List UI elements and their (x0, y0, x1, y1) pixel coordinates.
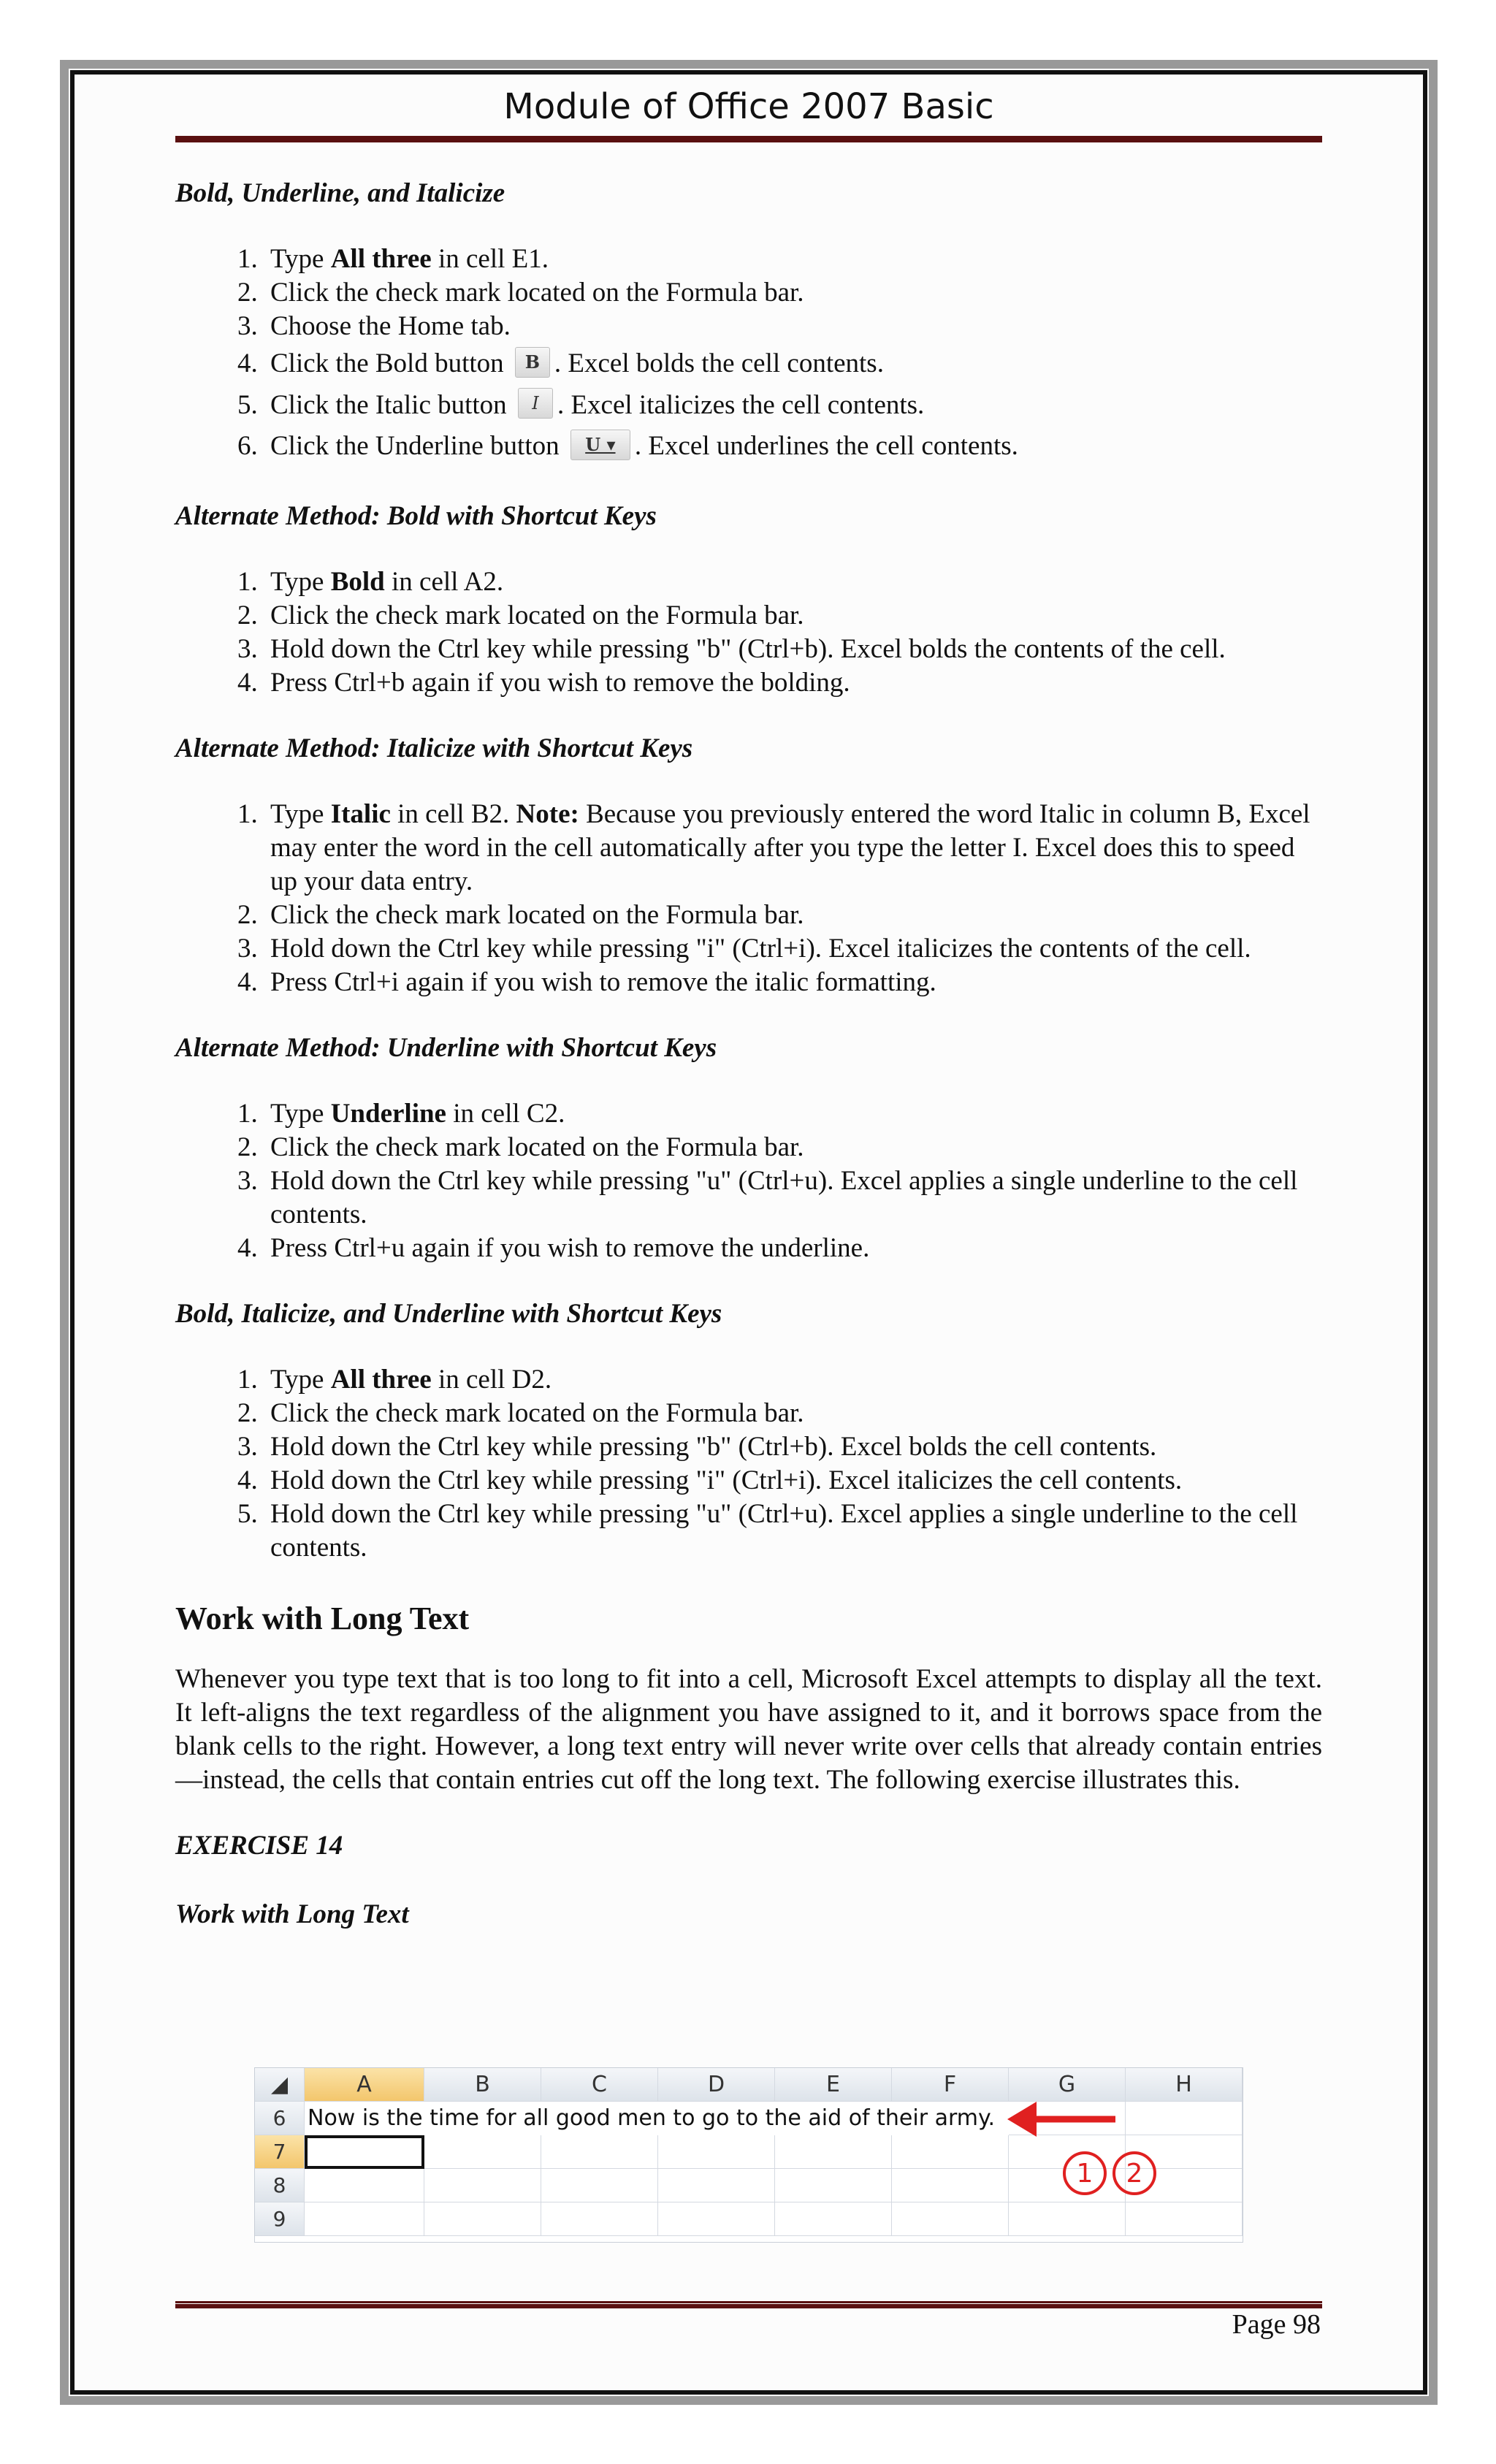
cell[interactable] (658, 2135, 775, 2169)
section-title: Alternate Method: Italicize with Shortcut Keys (175, 733, 693, 763)
page-number: Page 98 (1232, 2309, 1321, 2340)
cell[interactable] (424, 2135, 541, 2169)
step-markers (1061, 2150, 1164, 2197)
footer-rule (175, 2301, 1322, 2308)
cell[interactable] (541, 2202, 658, 2236)
bold-button-icon: B (515, 347, 550, 378)
list-item: 2. Click the check mark located on the Formula bar. (264, 276, 1322, 310)
steps-list (175, 243, 1322, 468)
list-item: 2. Click the check mark located on the Formula bar. (264, 599, 1322, 633)
steps-list (175, 798, 1322, 999)
document-content (175, 168, 1322, 1967)
cell[interactable] (775, 2135, 892, 2169)
underline-button-icon: U ▾ (570, 430, 630, 460)
section-title: Bold, Underline, and Italicize (175, 178, 505, 208)
cell[interactable] (775, 2202, 892, 2236)
cell[interactable] (775, 2169, 892, 2202)
steps-list (175, 1363, 1322, 1565)
list-item: 2. Click the check mark located on the Formula bar. (264, 1397, 1322, 1430)
paragraph: Whenever you type text that is too long to fit into a cell, Microsoft Excel attempts to display all the text. It left-aligns the text regardless of the alignment you have assigned to it, and it borrows space from the blank cells to the right. However, a long text entry will never write over cells that already contain entries—instead, the cells that contain entries cut off the long text. The following exercise illustrates this. (175, 1663, 1322, 1795)
row-header[interactable]: 9 (255, 2202, 305, 2236)
list-item: 4. Press Ctrl+u again if you wish to remove the underline. (264, 1232, 1322, 1265)
cell[interactable] (424, 2202, 541, 2236)
list-item: 5. Hold down the Ctrl key while pressing "u" (Ctrl+u). Excel applies a single underline to the cell contents. (264, 1498, 1322, 1565)
row-header[interactable]: 6 (255, 2102, 305, 2135)
row-header[interactable]: 7 (255, 2135, 305, 2169)
section-heading: Work with Long Text (175, 1600, 470, 1636)
cell[interactable] (424, 2169, 541, 2202)
list-item: 4. Press Ctrl+i again if you wish to remove the italic formatting. (264, 966, 1322, 999)
step-marker-1-label: 1 (1076, 2159, 1094, 2189)
exercise-title: Work with Long Text (175, 1899, 409, 1929)
list-item: 1. Type Underline in cell C2. (264, 1097, 1322, 1131)
column-header[interactable]: H (1126, 2068, 1243, 2102)
cell[interactable] (1126, 2202, 1243, 2236)
sheet-row (255, 2202, 1243, 2236)
column-header[interactable]: B (424, 2068, 541, 2102)
select-all-corner[interactable]: ◢ (255, 2068, 305, 2102)
list-item: 2. Click the check mark located on the Formula bar. (264, 1131, 1322, 1164)
section-title: Alternate Method: Bold with Shortcut Keys (175, 500, 657, 531)
cell[interactable] (892, 2202, 1009, 2236)
column-header[interactable]: G (1009, 2068, 1126, 2102)
list-item: 4. Press Ctrl+b again if you wish to remove the bolding. (264, 666, 1322, 700)
cell[interactable] (305, 2169, 424, 2202)
cell[interactable] (892, 2169, 1009, 2202)
cell[interactable] (658, 2202, 775, 2236)
list-item: 1. Type All three in cell E1. (264, 243, 1322, 276)
spreadsheet-screenshot (254, 2067, 1243, 2243)
list-item: 1. Type Italic in cell B2. Note: Because you previously entered the word Italic in column B, Excel may enter the word in the cell automatically after you type the letter I. Excel does this to speed up your data entry. (264, 798, 1322, 899)
section-title: Bold, Italicize, and Underline with Shortcut Keys (175, 1298, 722, 1329)
cell[interactable] (541, 2169, 658, 2202)
list-item: 3. Hold down the Ctrl key while pressing "b" (Ctrl+b). Excel bolds the cell contents. (264, 1430, 1322, 1464)
cell[interactable] (658, 2169, 775, 2202)
column-header[interactable]: F (892, 2068, 1009, 2102)
column-header[interactable]: C (541, 2068, 658, 2102)
list-item: 2. Click the check mark located on the Formula bar. (264, 899, 1322, 932)
cell[interactable] (1126, 2102, 1243, 2135)
row-header[interactable]: 8 (255, 2169, 305, 2202)
step-marker-2-label: 2 (1126, 2159, 1143, 2189)
list-item: 3. Hold down the Ctrl key while pressing "u" (Ctrl+u). Excel applies a single underline to the cell contents. (264, 1164, 1322, 1232)
list-item: 4. Hold down the Ctrl key while pressing "i" (Ctrl+i). Excel italicizes the cell contents. (264, 1464, 1322, 1498)
list-item: 1. Type Bold in cell A2. (264, 565, 1322, 599)
list-item: 4. Click the Bold button B . Excel bolds the cell contents. (264, 343, 1322, 385)
exercise-label: EXERCISE 14 (175, 1830, 343, 1861)
list-item: 1. Type All three in cell D2. (264, 1363, 1322, 1397)
cell[interactable] (1009, 2202, 1126, 2236)
cell[interactable] (541, 2135, 658, 2169)
list-item: 6. Click the Underline button U ▾ . Excel underlines the cell contents. (264, 426, 1322, 468)
section-title: Alternate Method: Underline with Shortcut Keys (175, 1032, 717, 1063)
column-header[interactable]: A (305, 2068, 424, 2102)
list-item: 3. Hold down the Ctrl key while pressing "i" (Ctrl+i). Excel italicizes the contents of the cell. (264, 932, 1322, 966)
header-rule (175, 136, 1322, 142)
column-header[interactable]: D (658, 2068, 775, 2102)
steps-list (175, 1097, 1322, 1265)
left-arrow-icon (1007, 2097, 1117, 2141)
column-header[interactable]: E (775, 2068, 892, 2102)
long-text-cell-a6[interactable]: Now is the time for all good men to go to the aid of their army. (308, 2105, 996, 2131)
list-item: 3. Choose the Home tab. (264, 310, 1322, 343)
list-item: 3. Hold down the Ctrl key while pressing "b" (Ctrl+b). Excel bolds the contents of the cell. (264, 633, 1322, 666)
cell[interactable] (892, 2135, 1009, 2169)
list-item: 5. Click the Italic button I . Excel italicizes the cell contents. (264, 385, 1322, 427)
header-title: Module of Office 2007 Basic (503, 86, 994, 127)
steps-list (175, 565, 1322, 700)
italic-button-icon: I (518, 388, 553, 419)
active-cell-a7[interactable] (305, 2135, 424, 2169)
cell[interactable] (305, 2202, 424, 2236)
